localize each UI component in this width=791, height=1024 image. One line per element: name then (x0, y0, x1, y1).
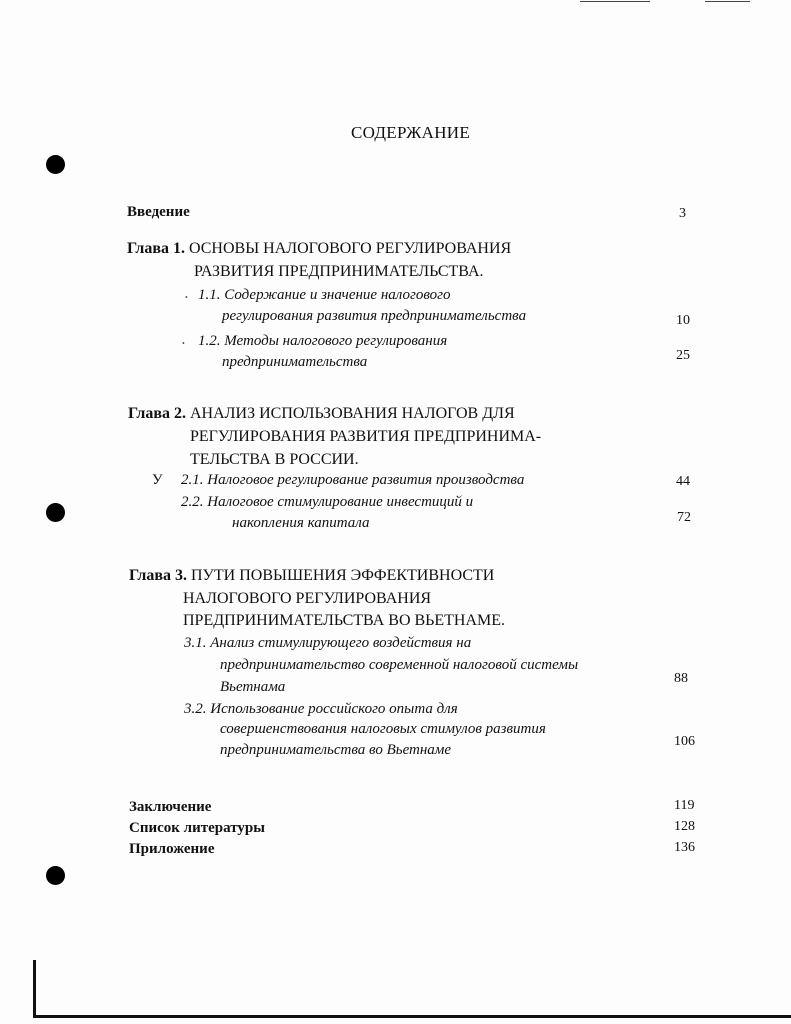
scan-edge-left (33, 960, 36, 1018)
chapter-2-title-line-2: РЕГУЛИРОВАНИЯ РАЗВИТИЯ ПРЕДПРИНИМА- (190, 428, 542, 445)
section-3-1-page: 88 (674, 671, 688, 686)
section-1-2-line-2: предпринимательства (222, 354, 368, 370)
chapter-3-title-line-3: ПРЕДПРИНИМАТЕЛЬСТВА ВО ВЬЕТНАМЕ. (183, 612, 506, 629)
page-title: СОДЕРЖАНИЕ (351, 123, 471, 142)
chapter-1-title-line-2: РАЗВИТИЯ ПРЕДПРИНИМАТЕЛЬСТВА. (194, 263, 484, 280)
chapter-3-title-line-1: ПУТИ ПОВЫШЕНИЯ ЭФФЕКТИВНОСТИ (191, 567, 495, 584)
bibliography-page: 128 (674, 819, 695, 834)
scan-edge-bottom (35, 1015, 791, 1018)
chapter-2-title-line-1: АНАЛИЗ ИСПОЛЬЗОВАНИЯ НАЛОГОВ ДЛЯ (190, 405, 515, 422)
chapter-3-heading (129, 567, 494, 585)
scan-edge-top-right (705, 1, 750, 2)
conclusion-page: 119 (674, 798, 695, 813)
section-2-2-page: 72 (677, 510, 691, 525)
section-2-2-line-2: накопления капитала (232, 515, 370, 531)
chapter-2-label: Глава 2. (128, 405, 186, 422)
chapter-3-title-line-2: НАЛОГОВОГО РЕГУЛИРОВАНИЯ (183, 590, 432, 607)
intro-page: 3 (679, 206, 686, 221)
punch-hole-top (46, 155, 65, 174)
section-3-2-line-1: 3.2. Использование российского опыта для (184, 701, 458, 717)
chapter-1-title-line-1: ОСНОВЫ НАЛОГОВОГО РЕГУЛИРОВАНИЯ (189, 240, 512, 257)
bibliography-label: Список литературы (129, 820, 265, 836)
conclusion-label: Заключение (129, 799, 212, 815)
section-3-2-page: 106 (674, 734, 695, 749)
section-2-1-line-1: 2.1. Налоговое регулирование развития производства (181, 472, 525, 488)
section-2-1-page: 44 (676, 474, 690, 489)
section-1-2-page: 25 (676, 348, 690, 363)
section-1-2-line-1: 1.2. Методы налогового регулирования (198, 333, 448, 349)
scan-edge-top (580, 1, 650, 2)
section-3-1-line-1: 3.1. Анализ стимулирующего воздействия на (184, 635, 472, 651)
handwritten-mark: У (152, 472, 163, 488)
appendix-label: Приложение (129, 841, 215, 857)
chapter-1-label: Глава 1. (127, 240, 185, 257)
chapter-2-title-line-3: ТЕЛЬСТВА В РОССИИ. (190, 451, 359, 468)
chapter-3-label: Глава 3. (129, 567, 187, 584)
section-1-1-page: 10 (676, 313, 690, 328)
section-3-2-line-2: совершенствования налоговых стимулов развития (220, 721, 546, 737)
section-1-1-line-1: 1.1. Содержание и значение налогового (198, 287, 451, 303)
section-3-1-line-2: предпринимательство современной налоговой системы (220, 657, 579, 673)
chapter-1-heading (127, 240, 511, 258)
section-1-1-line-2: регулирования развития предпринимательства (222, 308, 527, 324)
punch-hole-bottom (46, 866, 65, 885)
section-3-1-line-3: Вьетнама (220, 679, 286, 695)
section-2-2-line-1: 2.2. Налоговое стимулирование инвестиций и (181, 494, 474, 510)
punch-hole-middle (46, 503, 65, 522)
chapter-2-heading (128, 405, 515, 423)
appendix-page: 136 (674, 840, 695, 855)
scan-speck: • (185, 293, 188, 302)
intro-label: Введение (127, 204, 190, 220)
scan-speck: • (182, 339, 185, 348)
section-3-2-line-3: предпринимательства во Вьетнаме (220, 742, 452, 758)
